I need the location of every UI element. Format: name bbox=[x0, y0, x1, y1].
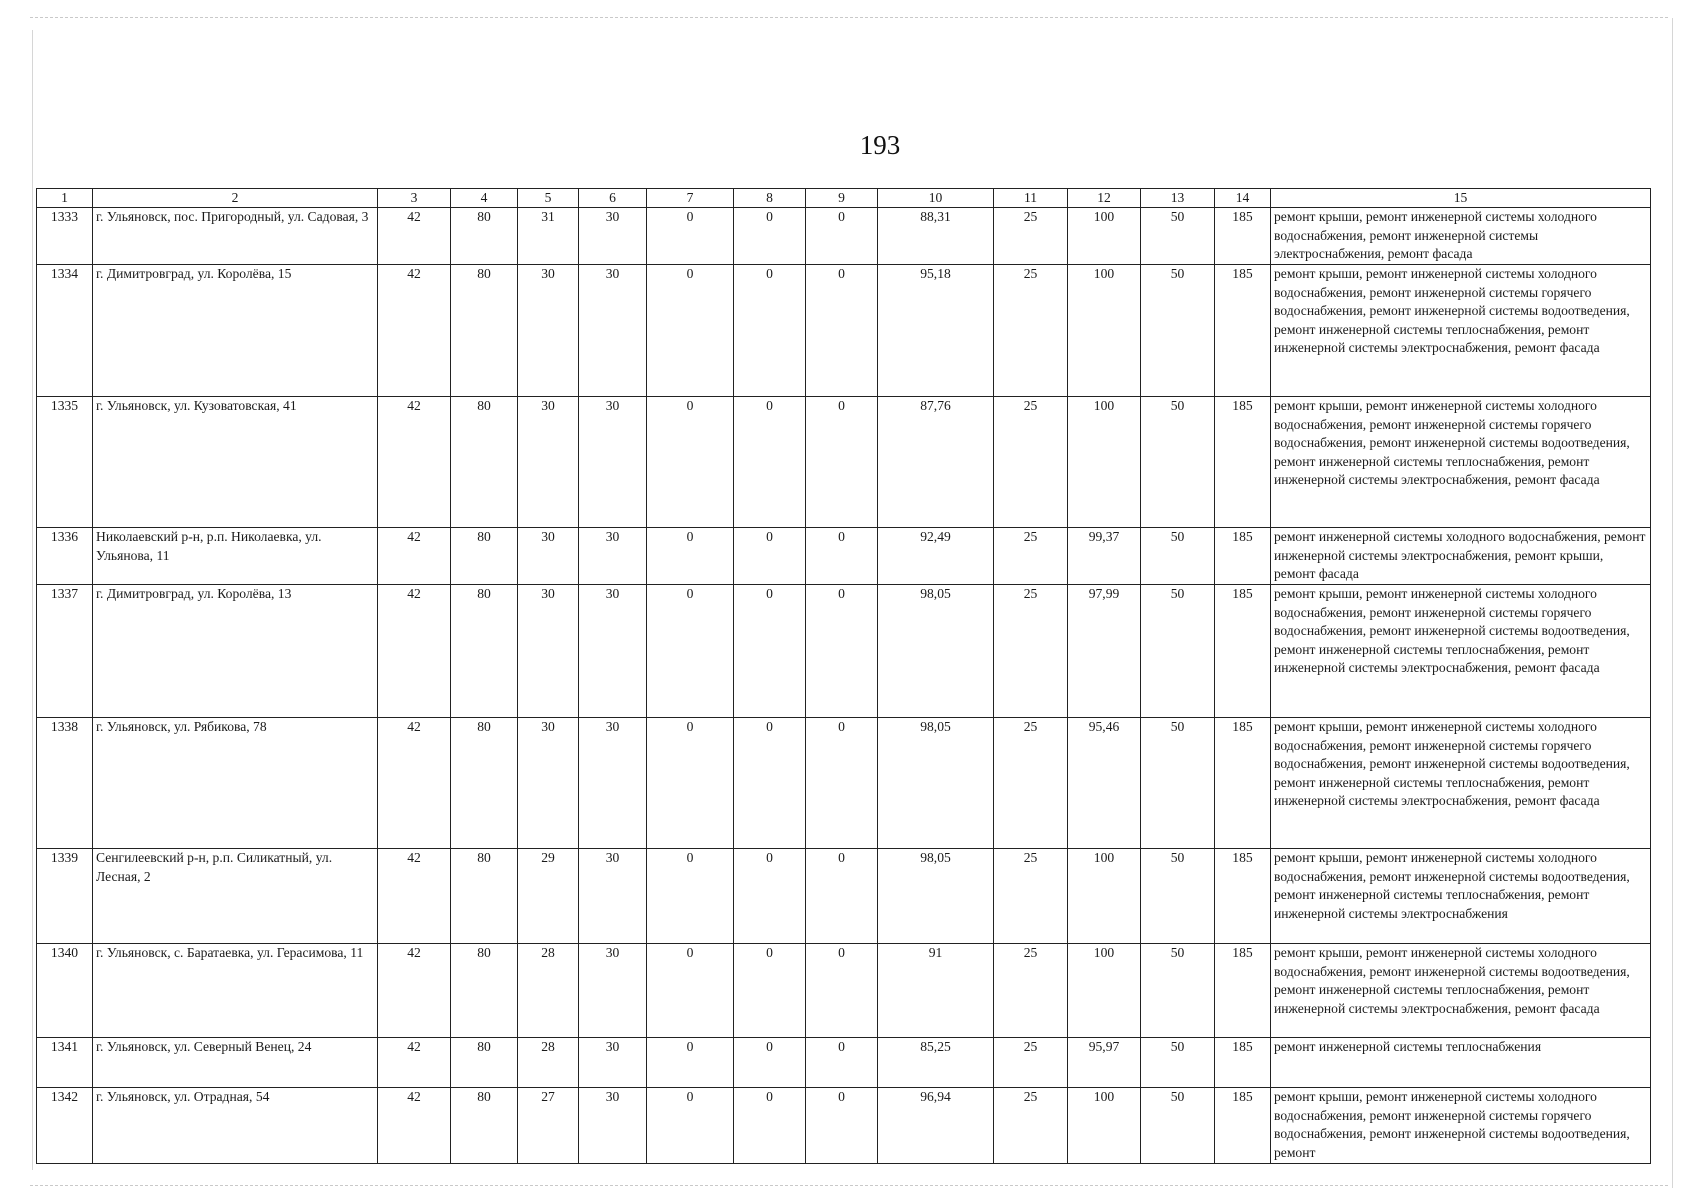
col-4-value: 80 bbox=[451, 849, 518, 944]
col-11-value: 25 bbox=[994, 528, 1068, 585]
col-9-value: 0 bbox=[806, 1088, 878, 1164]
table-row bbox=[37, 528, 1651, 585]
table-row bbox=[37, 265, 1651, 397]
col-6-value: 30 bbox=[579, 528, 647, 585]
col-6-value: 30 bbox=[579, 849, 647, 944]
col-7-value: 0 bbox=[647, 718, 734, 849]
col-3-value: 42 bbox=[378, 718, 451, 849]
col-14-value: 185 bbox=[1215, 265, 1271, 397]
works-description: ремонт крыши, ремонт инженерной системы холодного водоснабжения, ремонт инженерной системы горячего водоснабжения, ремонт инженерной системы водоотведения, ремонт bbox=[1271, 1088, 1651, 1164]
col-13-value: 50 bbox=[1141, 1088, 1215, 1164]
col-13-value: 50 bbox=[1141, 528, 1215, 585]
col-3-value: 42 bbox=[378, 585, 451, 718]
col-13-value: 50 bbox=[1141, 1038, 1215, 1088]
col-9-value: 0 bbox=[806, 1038, 878, 1088]
col-11-value: 25 bbox=[994, 208, 1068, 265]
col-14-value: 185 bbox=[1215, 397, 1271, 528]
col-11-value: 25 bbox=[994, 849, 1068, 944]
scan-border-left bbox=[32, 30, 33, 1170]
col-12-value: 95,97 bbox=[1068, 1038, 1141, 1088]
col-4-value: 80 bbox=[451, 944, 518, 1038]
col-12-value: 97,99 bbox=[1068, 585, 1141, 718]
column-header: 11 bbox=[994, 189, 1068, 208]
col-13-value: 50 bbox=[1141, 849, 1215, 944]
col-8-value: 0 bbox=[734, 585, 806, 718]
col-12-value: 100 bbox=[1068, 944, 1141, 1038]
works-description: ремонт крыши, ремонт инженерной системы холодного водоснабжения, ремонт инженерной системы горячего водоснабжения, ремонт инженерной системы водоотведения, ремонт инженерной системы теплоснабжения, ремонт инженерной системы электроснабжения, ремонт фасада bbox=[1271, 397, 1651, 528]
col-14-value: 185 bbox=[1215, 849, 1271, 944]
col-8-value: 0 bbox=[734, 208, 806, 265]
row-number: 1342 bbox=[37, 1088, 93, 1164]
col-11-value: 25 bbox=[994, 265, 1068, 397]
col-9-value: 0 bbox=[806, 585, 878, 718]
row-number: 1336 bbox=[37, 528, 93, 585]
col-14-value: 185 bbox=[1215, 585, 1271, 718]
col-9-value: 0 bbox=[806, 208, 878, 265]
col-11-value: 25 bbox=[994, 585, 1068, 718]
address: г. Ульяновск, с. Баратаевка, ул. Герасимова, 11 bbox=[93, 944, 378, 1038]
col-3-value: 42 bbox=[378, 265, 451, 397]
col-3-value: 42 bbox=[378, 528, 451, 585]
col-10-value: 98,05 bbox=[878, 585, 994, 718]
column-header: 8 bbox=[734, 189, 806, 208]
column-header: 1 bbox=[37, 189, 93, 208]
col-10-value: 92,49 bbox=[878, 528, 994, 585]
col-7-value: 0 bbox=[647, 585, 734, 718]
col-9-value: 0 bbox=[806, 944, 878, 1038]
works-description: ремонт крыши, ремонт инженерной системы холодного водоснабжения, ремонт инженерной системы водоотведения, ремонт инженерной системы теплоснабжения, ремонт инженерной системы электроснабжения, ремонт фасада bbox=[1271, 944, 1651, 1038]
col-9-value: 0 bbox=[806, 528, 878, 585]
col-9-value: 0 bbox=[806, 397, 878, 528]
col-6-value: 30 bbox=[579, 397, 647, 528]
col-3-value: 42 bbox=[378, 1088, 451, 1164]
col-11-value: 25 bbox=[994, 1088, 1068, 1164]
col-7-value: 0 bbox=[647, 944, 734, 1038]
column-header: 7 bbox=[647, 189, 734, 208]
works-description: ремонт крыши, ремонт инженерной системы холодного водоснабжения, ремонт инженерной системы горячего водоснабжения, ремонт инженерной системы водоотведения, ремонт инженерной системы теплоснабжения, ремонт инженерной системы электроснабжения, ремонт фасада bbox=[1271, 585, 1651, 718]
col-13-value: 50 bbox=[1141, 585, 1215, 718]
col-3-value: 42 bbox=[378, 849, 451, 944]
works-description: ремонт крыши, ремонт инженерной системы холодного водоснабжения, ремонт инженерной системы водоотведения, ремонт инженерной системы теплоснабжения, ремонт инженерной системы электроснабжения bbox=[1271, 849, 1651, 944]
col-11-value: 25 bbox=[994, 944, 1068, 1038]
works-description: ремонт крыши, ремонт инженерной системы холодного водоснабжения, ремонт инженерной системы горячего водоснабжения, ремонт инженерной системы водоотведения, ремонт инженерной системы теплоснабжения, ремонт инженерной системы электроснабжения, ремонт фасада bbox=[1271, 265, 1651, 397]
address: г. Ульяновск, ул. Отрадная, 54 bbox=[93, 1088, 378, 1164]
works-description: ремонт крыши, ремонт инженерной системы холодного водоснабжения, ремонт инженерной системы горячего водоснабжения, ремонт инженерной системы водоотведения, ремонт инженерной системы теплоснабжения, ремонт инженерной системы электроснабжения, ремонт фасада bbox=[1271, 718, 1651, 849]
col-13-value: 50 bbox=[1141, 397, 1215, 528]
scan-border-top bbox=[30, 17, 1668, 18]
column-header: 3 bbox=[378, 189, 451, 208]
col-8-value: 0 bbox=[734, 397, 806, 528]
col-5-value: 30 bbox=[518, 397, 579, 528]
scan-border-right bbox=[1672, 18, 1673, 1188]
col-12-value: 99,37 bbox=[1068, 528, 1141, 585]
table-row bbox=[37, 397, 1651, 528]
col-11-value: 25 bbox=[994, 1038, 1068, 1088]
col-4-value: 80 bbox=[451, 585, 518, 718]
col-10-value: 96,94 bbox=[878, 1088, 994, 1164]
col-14-value: 185 bbox=[1215, 718, 1271, 849]
column-header: 2 bbox=[93, 189, 378, 208]
col-6-value: 30 bbox=[579, 208, 647, 265]
col-8-value: 0 bbox=[734, 528, 806, 585]
address: г. Ульяновск, ул. Рябикова, 78 bbox=[93, 718, 378, 849]
col-10-value: 98,05 bbox=[878, 849, 994, 944]
col-8-value: 0 bbox=[734, 1038, 806, 1088]
col-6-value: 30 bbox=[579, 1038, 647, 1088]
col-10-value: 98,05 bbox=[878, 718, 994, 849]
col-5-value: 29 bbox=[518, 849, 579, 944]
table-row bbox=[37, 1088, 1651, 1164]
column-header: 10 bbox=[878, 189, 994, 208]
header-row bbox=[37, 189, 1651, 208]
col-12-value: 100 bbox=[1068, 208, 1141, 265]
column-header: 9 bbox=[806, 189, 878, 208]
col-14-value: 185 bbox=[1215, 208, 1271, 265]
table-row bbox=[37, 718, 1651, 849]
row-number: 1340 bbox=[37, 944, 93, 1038]
col-13-value: 50 bbox=[1141, 718, 1215, 849]
register-table bbox=[36, 188, 1651, 1164]
address: г. Димитровград, ул. Королёва, 13 bbox=[93, 585, 378, 718]
row-number: 1337 bbox=[37, 585, 93, 718]
col-7-value: 0 bbox=[647, 397, 734, 528]
column-header: 4 bbox=[451, 189, 518, 208]
col-5-value: 28 bbox=[518, 944, 579, 1038]
col-8-value: 0 bbox=[734, 718, 806, 849]
col-13-value: 50 bbox=[1141, 265, 1215, 397]
address: г. Димитровград, ул. Королёва, 15 bbox=[93, 265, 378, 397]
column-header: 15 bbox=[1271, 189, 1651, 208]
col-5-value: 30 bbox=[518, 528, 579, 585]
col-4-value: 80 bbox=[451, 1038, 518, 1088]
col-7-value: 0 bbox=[647, 1088, 734, 1164]
col-4-value: 80 bbox=[451, 265, 518, 397]
col-12-value: 100 bbox=[1068, 849, 1141, 944]
page-number: 193 bbox=[859, 130, 901, 160]
col-5-value: 30 bbox=[518, 265, 579, 397]
col-8-value: 0 bbox=[734, 1088, 806, 1164]
col-3-value: 42 bbox=[378, 1038, 451, 1088]
col-6-value: 30 bbox=[579, 944, 647, 1038]
row-number: 1335 bbox=[37, 397, 93, 528]
col-9-value: 0 bbox=[806, 265, 878, 397]
address: г. Ульяновск, ул. Кузоватовская, 41 bbox=[93, 397, 378, 528]
col-4-value: 80 bbox=[451, 397, 518, 528]
col-8-value: 0 bbox=[734, 265, 806, 397]
col-9-value: 0 bbox=[806, 849, 878, 944]
col-10-value: 88,31 bbox=[878, 208, 994, 265]
col-3-value: 42 bbox=[378, 944, 451, 1038]
col-14-value: 185 bbox=[1215, 1088, 1271, 1164]
column-header: 5 bbox=[518, 189, 579, 208]
col-7-value: 0 bbox=[647, 528, 734, 585]
col-4-value: 80 bbox=[451, 1088, 518, 1164]
col-10-value: 91 bbox=[878, 944, 994, 1038]
table-row bbox=[37, 849, 1651, 944]
col-7-value: 0 bbox=[647, 265, 734, 397]
col-11-value: 25 bbox=[994, 718, 1068, 849]
row-number: 1341 bbox=[37, 1038, 93, 1088]
col-6-value: 30 bbox=[579, 718, 647, 849]
col-8-value: 0 bbox=[734, 944, 806, 1038]
col-13-value: 50 bbox=[1141, 944, 1215, 1038]
col-5-value: 30 bbox=[518, 718, 579, 849]
row-number: 1339 bbox=[37, 849, 93, 944]
col-5-value: 31 bbox=[518, 208, 579, 265]
col-12-value: 95,46 bbox=[1068, 718, 1141, 849]
col-10-value: 85,25 bbox=[878, 1038, 994, 1088]
col-13-value: 50 bbox=[1141, 208, 1215, 265]
col-7-value: 0 bbox=[647, 849, 734, 944]
scan-border-bottom bbox=[30, 1185, 1668, 1186]
col-14-value: 185 bbox=[1215, 528, 1271, 585]
col-12-value: 100 bbox=[1068, 265, 1141, 397]
row-number: 1338 bbox=[37, 718, 93, 849]
col-4-value: 80 bbox=[451, 718, 518, 849]
col-12-value: 100 bbox=[1068, 1088, 1141, 1164]
col-4-value: 80 bbox=[451, 528, 518, 585]
table-body bbox=[37, 208, 1651, 1164]
address: г. Ульяновск, пос. Пригородный, ул. Садовая, 3 bbox=[93, 208, 378, 265]
table-row bbox=[37, 1038, 1651, 1088]
col-3-value: 42 bbox=[378, 397, 451, 528]
row-number: 1333 bbox=[37, 208, 93, 265]
col-7-value: 0 bbox=[647, 1038, 734, 1088]
row-number: 1334 bbox=[37, 265, 93, 397]
column-header: 13 bbox=[1141, 189, 1215, 208]
col-9-value: 0 bbox=[806, 718, 878, 849]
address: Николаевский р-н, р.п. Николаевка, ул. Ульянова, 11 bbox=[93, 528, 378, 585]
col-8-value: 0 bbox=[734, 849, 806, 944]
col-7-value: 0 bbox=[647, 208, 734, 265]
col-14-value: 185 bbox=[1215, 1038, 1271, 1088]
col-6-value: 30 bbox=[579, 265, 647, 397]
col-12-value: 100 bbox=[1068, 397, 1141, 528]
col-5-value: 27 bbox=[518, 1088, 579, 1164]
table-row bbox=[37, 944, 1651, 1038]
col-10-value: 87,76 bbox=[878, 397, 994, 528]
col-3-value: 42 bbox=[378, 208, 451, 265]
col-6-value: 30 bbox=[579, 585, 647, 718]
col-10-value: 95,18 bbox=[878, 265, 994, 397]
address: Сенгилеевский р-н, р.п. Силикатный, ул. Лесная, 2 bbox=[93, 849, 378, 944]
col-11-value: 25 bbox=[994, 397, 1068, 528]
table-row bbox=[37, 585, 1651, 718]
column-header: 12 bbox=[1068, 189, 1141, 208]
col-6-value: 30 bbox=[579, 1088, 647, 1164]
col-4-value: 80 bbox=[451, 208, 518, 265]
table-row bbox=[37, 208, 1651, 265]
col-5-value: 30 bbox=[518, 585, 579, 718]
works-description: ремонт крыши, ремонт инженерной системы холодного водоснабжения, ремонт инженерной системы электроснабжения, ремонт фасада bbox=[1271, 208, 1651, 265]
column-header: 6 bbox=[579, 189, 647, 208]
col-14-value: 185 bbox=[1215, 944, 1271, 1038]
column-header: 14 bbox=[1215, 189, 1271, 208]
works-description: ремонт инженерной системы холодного водоснабжения, ремонт инженерной системы электроснабжения, ремонт крыши, ремонт фасада bbox=[1271, 528, 1651, 585]
works-description: ремонт инженерной системы теплоснабжения bbox=[1271, 1038, 1651, 1088]
address: г. Ульяновск, ул. Северный Венец, 24 bbox=[93, 1038, 378, 1088]
col-5-value: 28 bbox=[518, 1038, 579, 1088]
